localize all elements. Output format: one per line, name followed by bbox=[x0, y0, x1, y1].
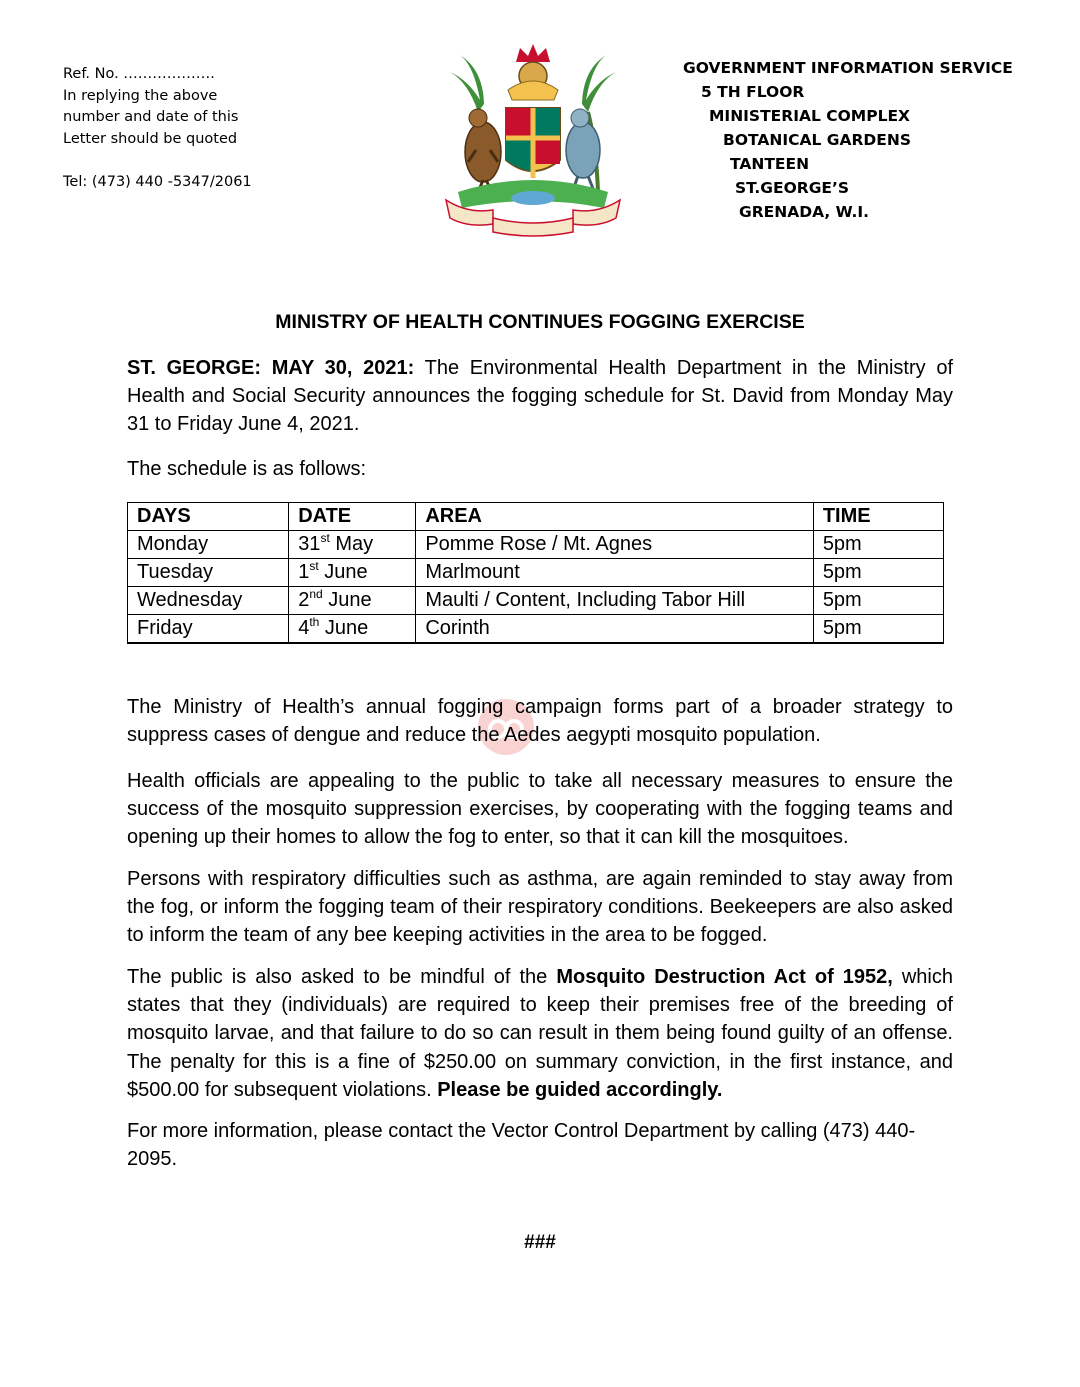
reply-note-line-3: Letter should be quoted bbox=[63, 130, 238, 147]
table-row bbox=[128, 587, 944, 615]
intro-paragraph bbox=[127, 354, 953, 439]
legislation-text-b: which states that they (individuals) are required to keep their premises free of the breeding of mosquito larvae, and that failure to do so can result in them being found guilty of an offense. The penalty for this is a fine of $250.00 on summary conviction, in the first instance, and $500.00 for subsequent violations. bbox=[127, 966, 953, 1101]
legislation-text-a: The public is also asked to be mindful of the bbox=[127, 966, 557, 988]
address-line-4: BOTANICAL GARDENS bbox=[723, 131, 911, 149]
table-row bbox=[128, 559, 944, 587]
cell-day: Monday bbox=[128, 531, 289, 559]
address-line-6: ST.GEORGE’S bbox=[735, 179, 850, 197]
contact-text: For more information, please contact the Vector Control Department by calling (473) 440-2095. bbox=[127, 1120, 916, 1171]
appeal-paragraph bbox=[127, 767, 953, 852]
cell-time: 5pm bbox=[813, 587, 943, 615]
address-line-3: MINISTERIAL COMPLEX bbox=[709, 107, 910, 125]
respiratory-paragraph bbox=[127, 865, 953, 950]
cell-date: 31st May bbox=[289, 531, 416, 559]
campaign-paragraph bbox=[127, 693, 953, 749]
cell-area: Marlmount bbox=[416, 559, 813, 587]
schedule-intro bbox=[127, 455, 953, 483]
address-line-5: TANTEEN bbox=[730, 155, 810, 173]
letterhead-right bbox=[683, 56, 1013, 224]
cell-date: 4th June bbox=[289, 615, 416, 644]
grenada-coat-of-arms-icon bbox=[438, 42, 628, 238]
letterhead-left bbox=[63, 64, 252, 194]
guidance-note: Please be guided accordingly. bbox=[437, 1078, 723, 1101]
table-row bbox=[128, 615, 944, 644]
fogging-schedule-table bbox=[127, 502, 944, 644]
reply-note-line-2: number and date of this bbox=[63, 109, 239, 125]
contact-paragraph bbox=[127, 1117, 953, 1173]
press-release-title: MINISTRY OF HEALTH CONTINUES FOGGING EXERCISE bbox=[275, 311, 805, 333]
cell-day: Tuesday bbox=[128, 559, 289, 587]
act-name: Mosquito Destruction Act of 1952, bbox=[556, 966, 893, 988]
cell-area: Corinth bbox=[416, 615, 813, 644]
appeal-text: Health officials are appealing to the public to take all necessary measures to ensure the success of the mosquito suppression exercises, by cooperating with the fogging teams and opening up their homes to allow the fog to enter, so that it can kill the mosquitoes. bbox=[127, 770, 953, 849]
address-line-7: GRENADA, W.I. bbox=[739, 203, 870, 221]
cell-time: 5pm bbox=[813, 615, 943, 644]
cell-day: Wednesday bbox=[128, 587, 289, 615]
end-marks: ### bbox=[524, 1232, 556, 1253]
telephone: Tel: (473) 440 -5347/2061 bbox=[63, 174, 252, 190]
header-date: DATE bbox=[289, 503, 416, 531]
address-line-2: 5 TH FLOOR bbox=[701, 83, 805, 101]
reply-note-line-1: In replying the above bbox=[63, 87, 218, 104]
legislation-paragraph bbox=[127, 963, 953, 1104]
cell-time: 5pm bbox=[813, 559, 943, 587]
cell-time: 5pm bbox=[813, 531, 943, 559]
cell-area: Maulti / Content, Including Tabor Hill bbox=[416, 587, 813, 615]
header-time: TIME bbox=[813, 503, 943, 531]
cell-area: Pomme Rose / Mt. Agnes bbox=[416, 531, 813, 559]
cell-day: Friday bbox=[128, 615, 289, 644]
header-days: DAYS bbox=[128, 503, 289, 531]
intro-text: The Environmental Health Department in the Ministry of Health and Social Security announces the fogging schedule for St. David from Monday May 31 to Friday June 4, 2021. bbox=[127, 357, 954, 436]
address-line-1: GOVERNMENT INFORMATION SERVICE bbox=[683, 59, 1013, 77]
cell-date: 2nd June bbox=[289, 587, 416, 615]
table-header-row bbox=[128, 503, 944, 531]
reference-number: Ref. No. ………………. bbox=[63, 66, 215, 82]
header-area: AREA bbox=[416, 503, 813, 531]
campaign-text: The Ministry of Health’s annual fogging campaign forms part of a broader strategy to suppress cases of dengue and reduce the Aedes aegypti mosquito population. bbox=[127, 696, 953, 747]
cell-date: 1st June bbox=[289, 559, 416, 587]
schedule-intro-text: The schedule is as follows: bbox=[127, 458, 367, 480]
respiratory-text: Persons with respiratory difficulties such as asthma, are again reminded to stay away from the fog, or inform the fogging team of their respiratory conditions. Beekeepers are also asked to inform the team of any bee keeping activities in the area to be fogged. bbox=[127, 868, 953, 947]
table-row bbox=[128, 531, 944, 559]
dateline: ST. GEORGE: MAY 30, 2021: bbox=[127, 357, 415, 379]
